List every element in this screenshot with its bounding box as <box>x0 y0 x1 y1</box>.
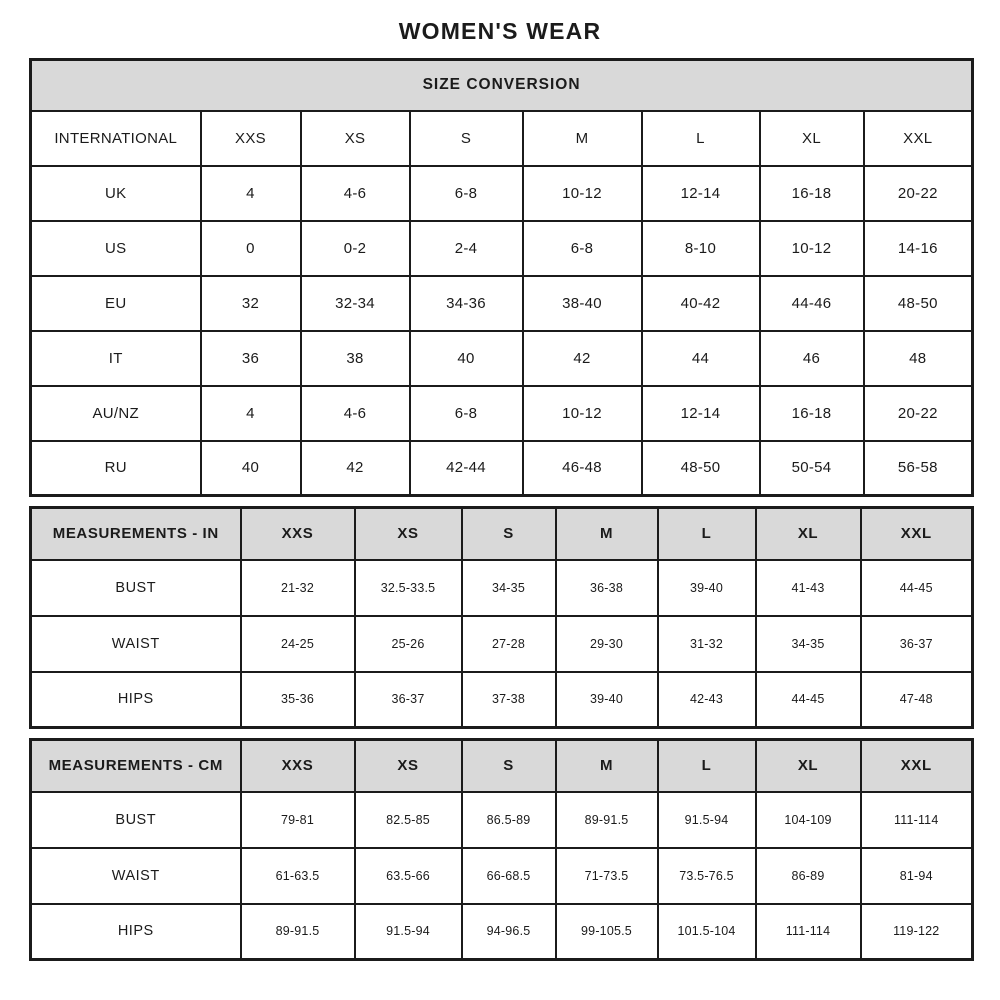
row-label: WAIST <box>31 616 241 672</box>
value-cell: 34-36 <box>410 276 523 331</box>
value-cell: 89-91.5 <box>556 792 658 848</box>
value-cell: 4 <box>201 166 301 221</box>
value-cell: 42 <box>301 441 410 496</box>
value-cell: 38 <box>301 331 410 386</box>
value-cell: 24-25 <box>241 616 355 672</box>
table-row <box>31 331 973 386</box>
value-cell: 91.5-94 <box>355 904 462 960</box>
value-cell: 46 <box>760 331 864 386</box>
value-cell: 50-54 <box>760 441 864 496</box>
value-cell: 39-40 <box>556 672 658 728</box>
value-cell: 44-45 <box>756 672 861 728</box>
value-cell: 14-16 <box>864 221 973 276</box>
measurements-in-table <box>29 506 974 729</box>
column-header: XXS <box>241 508 355 560</box>
value-cell: 44-46 <box>760 276 864 331</box>
value-cell: 48-50 <box>642 441 760 496</box>
value-cell: 20-22 <box>864 166 973 221</box>
value-cell: 36-37 <box>861 616 973 672</box>
value-cell: 20-22 <box>864 386 973 441</box>
value-cell: 104-109 <box>756 792 861 848</box>
column-header: XXL <box>861 508 973 560</box>
value-cell: 86-89 <box>756 848 861 904</box>
column-header: XS <box>355 508 462 560</box>
value-cell: 36 <box>201 331 301 386</box>
value-cell: 82.5-85 <box>355 792 462 848</box>
table-header-row <box>31 508 973 560</box>
value-cell: 81-94 <box>861 848 973 904</box>
table-row <box>31 441 973 496</box>
value-cell: 38-40 <box>523 276 642 331</box>
value-cell: 6-8 <box>410 386 523 441</box>
value-cell: 10-12 <box>523 166 642 221</box>
table-row <box>31 792 973 848</box>
value-cell: 42-43 <box>658 672 756 728</box>
value-cell: 47-48 <box>861 672 973 728</box>
value-cell: 44-45 <box>861 560 973 616</box>
value-cell: 40-42 <box>642 276 760 331</box>
value-cell: XL <box>760 111 864 166</box>
value-cell: 111-114 <box>756 904 861 960</box>
value-cell: 40 <box>410 331 523 386</box>
value-cell: 6-8 <box>523 221 642 276</box>
row-label: INTERNATIONAL <box>31 111 201 166</box>
value-cell: 10-12 <box>523 386 642 441</box>
column-header: L <box>658 508 756 560</box>
value-cell: 32.5-33.5 <box>355 560 462 616</box>
value-cell: 0 <box>201 221 301 276</box>
measurements-cm-table <box>29 738 974 961</box>
value-cell: 36-37 <box>355 672 462 728</box>
value-cell: 66-68.5 <box>462 848 556 904</box>
value-cell: 39-40 <box>658 560 756 616</box>
table-row <box>31 904 973 960</box>
table-row <box>31 672 973 728</box>
column-header: XXL <box>861 740 973 792</box>
value-cell: 71-73.5 <box>556 848 658 904</box>
value-cell: 99-105.5 <box>556 904 658 960</box>
value-cell: 46-48 <box>523 441 642 496</box>
value-cell: 42 <box>523 331 642 386</box>
table-row <box>31 111 973 166</box>
value-cell: 34-35 <box>462 560 556 616</box>
value-cell: 0-2 <box>301 221 410 276</box>
value-cell: 86.5-89 <box>462 792 556 848</box>
size-conversion-table <box>29 58 974 497</box>
row-label: WAIST <box>31 848 241 904</box>
value-cell: XXL <box>864 111 973 166</box>
value-cell: 40 <box>201 441 301 496</box>
value-cell: 89-91.5 <box>241 904 355 960</box>
value-cell: 4-6 <box>301 166 410 221</box>
row-label: UK <box>31 166 201 221</box>
value-cell: 79-81 <box>241 792 355 848</box>
column-header: L <box>658 740 756 792</box>
row-label: RU <box>31 441 201 496</box>
table-row <box>31 276 973 331</box>
row-label: BUST <box>31 560 241 616</box>
column-header: XXS <box>241 740 355 792</box>
value-cell: S <box>410 111 523 166</box>
table-header-row <box>31 740 973 792</box>
column-header: S <box>462 740 556 792</box>
value-cell: 27-28 <box>462 616 556 672</box>
column-header: XL <box>756 740 861 792</box>
measurements-in-header: MEASUREMENTS - IN <box>31 508 241 560</box>
value-cell: 44 <box>642 331 760 386</box>
value-cell: 29-30 <box>556 616 658 672</box>
value-cell: 31-32 <box>658 616 756 672</box>
column-header: XS <box>355 740 462 792</box>
value-cell: 32-34 <box>301 276 410 331</box>
size-conversion-header: SIZE CONVERSION <box>31 60 973 111</box>
row-label: US <box>31 221 201 276</box>
value-cell: 37-38 <box>462 672 556 728</box>
value-cell: 34-35 <box>756 616 861 672</box>
value-cell: 4 <box>201 386 301 441</box>
value-cell: 35-36 <box>241 672 355 728</box>
column-header: M <box>556 508 658 560</box>
row-label: HIPS <box>31 904 241 960</box>
value-cell: XXS <box>201 111 301 166</box>
value-cell: 32 <box>201 276 301 331</box>
table-row <box>31 560 973 616</box>
value-cell: M <box>523 111 642 166</box>
value-cell: 101.5-104 <box>658 904 756 960</box>
value-cell: 8-10 <box>642 221 760 276</box>
value-cell: 63.5-66 <box>355 848 462 904</box>
table-row <box>31 848 973 904</box>
value-cell: XS <box>301 111 410 166</box>
column-header: S <box>462 508 556 560</box>
value-cell: 111-114 <box>861 792 973 848</box>
column-header: XL <box>756 508 861 560</box>
value-cell: 12-14 <box>642 166 760 221</box>
table-header-row <box>31 60 973 111</box>
value-cell: 48 <box>864 331 973 386</box>
row-label: IT <box>31 331 201 386</box>
value-cell: 41-43 <box>756 560 861 616</box>
row-label: EU <box>31 276 201 331</box>
table-row <box>31 221 973 276</box>
value-cell: 10-12 <box>760 221 864 276</box>
value-cell: 16-18 <box>760 386 864 441</box>
value-cell: 42-44 <box>410 441 523 496</box>
value-cell: 56-58 <box>864 441 973 496</box>
row-label: AU/NZ <box>31 386 201 441</box>
value-cell: 16-18 <box>760 166 864 221</box>
column-header: M <box>556 740 658 792</box>
value-cell: 6-8 <box>410 166 523 221</box>
table-row <box>31 616 973 672</box>
table-row <box>31 166 973 221</box>
measurements-cm-header: MEASUREMENTS - CM <box>31 740 241 792</box>
value-cell: 21-32 <box>241 560 355 616</box>
table-row <box>31 386 973 441</box>
value-cell: 48-50 <box>864 276 973 331</box>
value-cell: 2-4 <box>410 221 523 276</box>
value-cell: 4-6 <box>301 386 410 441</box>
value-cell: 119-122 <box>861 904 973 960</box>
row-label: HIPS <box>31 672 241 728</box>
value-cell: 25-26 <box>355 616 462 672</box>
row-label: BUST <box>31 792 241 848</box>
value-cell: 12-14 <box>642 386 760 441</box>
value-cell: 73.5-76.5 <box>658 848 756 904</box>
value-cell: 94-96.5 <box>462 904 556 960</box>
value-cell: L <box>642 111 760 166</box>
value-cell: 91.5-94 <box>658 792 756 848</box>
page-title: WOMEN'S WEAR <box>398 18 602 44</box>
value-cell: 61-63.5 <box>241 848 355 904</box>
value-cell: 36-38 <box>556 560 658 616</box>
